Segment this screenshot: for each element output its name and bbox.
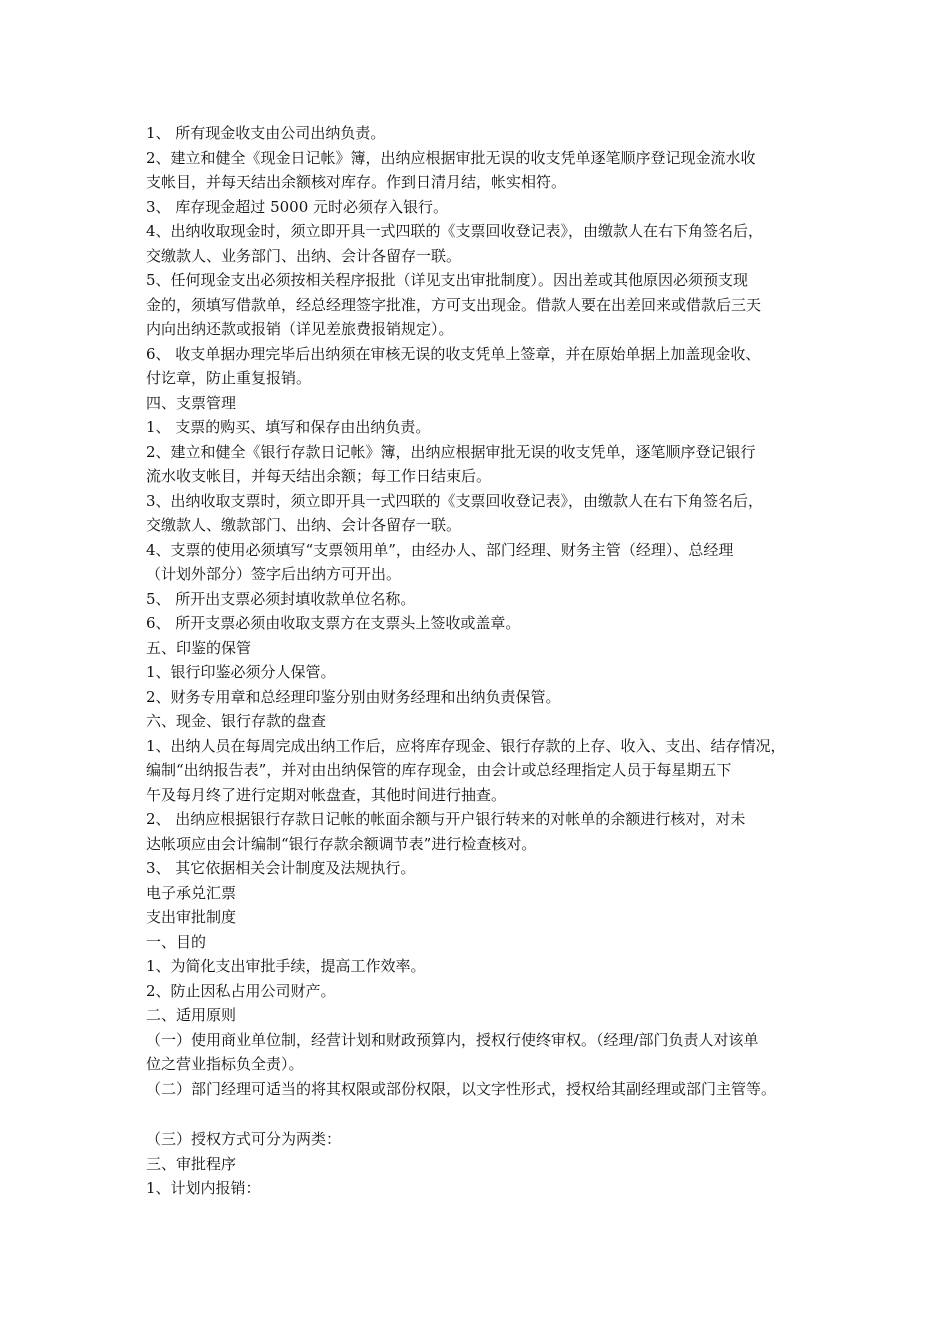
text-line: 内向出纳还款或报销（详见差旅费报销规定）。 (146, 320, 454, 338)
text-line: 3、出纳收取支票时，须立即开具一式四联的《支票回收登记表》，由缴款人在右下角签名后， (146, 491, 764, 510)
blank-line (146, 1101, 818, 1127)
text-line: 五、印鉴的保管 (146, 638, 252, 657)
text-line: 1、计划内报销： (146, 1179, 261, 1197)
text-line: 一、目的 (146, 932, 207, 951)
text-line: 2、 出纳应根据银行存款日记帐的帐面余额与开户银行转来的对帐单的余额进行核对，对未 (146, 810, 746, 828)
text-line: 1、出纳人员在每周完成出纳工作后，应将库存现金、银行存款的上存、收入、支出、结存情况， (146, 736, 786, 755)
text-line: 位之营业指标负全责）。 (146, 1055, 304, 1073)
text-line: 6、 所开支票必须由收取支票方在支票头上签收或盖章。 (146, 614, 521, 632)
text-line: 交缴款人、缴款部门、出纳、会计各留存一联。 (146, 516, 462, 534)
text-line: 5、 所开出支票必须封填收款单位名称。 (146, 589, 416, 608)
text-line: 2、建立和健全《现金日记帐》簿，出纳应根据审批无误的收支凭单逐笔顺序登记现金流水收 (146, 148, 756, 167)
text-line: （一）使用商业单位制，经营计划和财政预算内，授权行使终审权。（经理/部门负责人对该单 (146, 1030, 759, 1049)
text-line: 3、 库存现金超过 5000 元时必须存入银行。 (146, 197, 449, 216)
text-line: 支出审批制度 (146, 908, 237, 926)
text-line: 2、建立和健全《银行存款日记帐》簿，出纳应根据审批无误的收支凭单，逐笔顺序登记银行 (146, 442, 756, 461)
text-line: 金的，须填写借款单，经总经理签字批准，方可支出现金。借款人要在出差回来或借款后三天 (146, 295, 762, 314)
text-line: 5、任何现金支出必须按相关程序报批（详见支出审批制度）。因出差或其他原因必须预支现 (146, 271, 749, 289)
text-line: 达帐项应由会计编制“银行存款余额调节表”进行检查核对。 (146, 834, 537, 853)
text-line: （计划外部分）签字后出纳方可开出。 (146, 565, 402, 583)
text-line: 交缴款人、业务部门、出纳、会计各留存一联。 (146, 246, 462, 265)
text-line: 1、 所有现金收支由公司出纳负责。 (146, 124, 386, 142)
text-line: （三）授权方式可分为两类： (146, 1130, 342, 1148)
text-line: 二、适用原则 (146, 1006, 237, 1024)
text-line: 支帐目，并每天结出余额核对库存。作到日清月结，帐实相符。 (146, 173, 567, 191)
text-line: 六、现金、银行存款的盘查 (146, 712, 327, 730)
text-line: 2、防止因私占用公司财产。 (146, 981, 336, 1000)
text-line: 1、为简化支出审批手续，提高工作效率。 (146, 957, 426, 975)
text-line: 电子承兑汇票 (146, 883, 237, 902)
document-body (146, 121, 818, 1201)
text-line: 1、 支票的购买、填写和保存由出纳负责。 (146, 418, 431, 436)
text-line: 三、审批程序 (146, 1154, 237, 1173)
text-line: 付讫章，防止重复报销。 (146, 369, 312, 387)
text-line: （二）部门经理可适当的将其权限或部份权限，以文字性形式，授权给其副经理或部门主管等。 (146, 1079, 777, 1098)
text-line: 四、支票管理 (146, 393, 237, 412)
text-line: 流水收支帐目，并每天结出余额；每工作日结束后。 (146, 467, 492, 485)
text-line: 午及每月终了进行定期对帐盘查，其他时间进行抽查。 (146, 785, 507, 804)
text-line: 6、 收支单据办理完毕后出纳须在审核无误的收支凭单上签章，并在原始单据上加盖现金收、 (146, 344, 761, 363)
text-line: 3、 其它依据相关会计制度及法规执行。 (146, 859, 416, 877)
text-line: 编制“出纳报告表”，并对由出纳保管的库存现金，由会计或总经理指定人员于每星期五下 (146, 761, 732, 779)
text-line: 4、支票的使用必须填写“支票领用单”，由经办人、部门经理、财务主管（经理）、总经理 (146, 540, 734, 559)
text-line: 1、银行印鉴必须分人保管。 (146, 663, 336, 681)
text-line: 2、财务专用章和总经理印鉴分别由财务经理和出纳负责保管。 (146, 687, 561, 706)
text-line: 4、出纳收取现金时，须立即开具一式四联的《支票回收登记表》，由缴款人在右下角签名后， (146, 222, 764, 240)
